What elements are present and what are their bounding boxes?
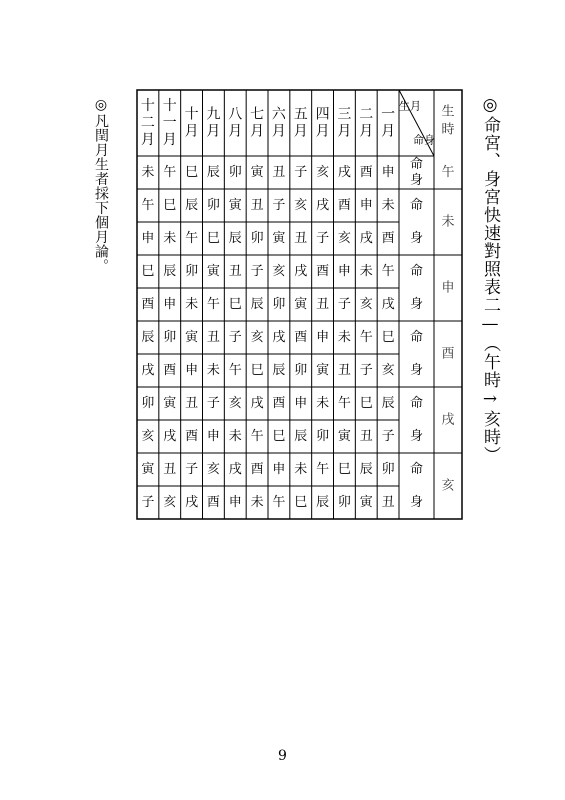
table-cell: 辰 bbox=[381, 396, 395, 411]
table-cell: 子 bbox=[294, 165, 308, 180]
table-cell: 卯 bbox=[381, 462, 395, 477]
hour-col-header-char: 生 bbox=[441, 104, 455, 120]
table-cell: 丑 bbox=[337, 363, 351, 378]
table-cell: 辰 bbox=[294, 429, 308, 444]
table-cell: 未 bbox=[141, 165, 155, 180]
table-cell: 戌 bbox=[272, 330, 286, 345]
table-cell: 戌 bbox=[185, 495, 199, 510]
table-cell: 寅 bbox=[337, 429, 351, 444]
hour-label-4: 酉 bbox=[441, 346, 455, 362]
table-cell: 戌 bbox=[359, 231, 373, 246]
table-cell: 申 bbox=[359, 198, 373, 213]
row-label: 命 bbox=[409, 198, 424, 213]
month-label-5: 月 bbox=[293, 123, 308, 140]
table-cell: 未 bbox=[185, 297, 199, 312]
table-cell: 亥 bbox=[359, 297, 373, 312]
month-label-9: 九 bbox=[206, 106, 221, 123]
table-cell: 卯 bbox=[141, 396, 155, 411]
table-cell: 丑 bbox=[250, 198, 264, 213]
row-label: 身 bbox=[409, 363, 424, 378]
table-cell: 卯 bbox=[272, 297, 286, 312]
table-cell: 戌 bbox=[294, 264, 308, 279]
table-cell: 戌 bbox=[141, 363, 155, 378]
table-cell: 辰 bbox=[185, 198, 199, 213]
table-cell: 亥 bbox=[141, 429, 155, 444]
row-label: 命 bbox=[409, 330, 424, 345]
month-label-3: 月 bbox=[337, 123, 352, 140]
table-cell: 寅 bbox=[185, 330, 199, 345]
table-cell: 辰 bbox=[272, 363, 286, 378]
table-cell: 子 bbox=[272, 198, 286, 213]
table-cell: 卯 bbox=[206, 198, 220, 213]
table-cell: 寅 bbox=[206, 264, 220, 279]
table-cell: 巳 bbox=[272, 429, 286, 444]
row-label: 命 bbox=[409, 462, 424, 477]
page-title: ◎命宮、身宮快速對照表二—（午時→亥時） bbox=[480, 95, 500, 464]
table-cell: 巳 bbox=[163, 198, 177, 213]
table-cell: 申 bbox=[185, 363, 199, 378]
table-cell: 巳 bbox=[228, 297, 242, 312]
table-cell: 午 bbox=[206, 297, 220, 312]
table-cell: 丑 bbox=[381, 495, 395, 510]
table-cell: 卯 bbox=[250, 231, 264, 246]
table-cell: 寅 bbox=[316, 363, 330, 378]
table-cell: 巳 bbox=[381, 330, 395, 345]
row-label: 身 bbox=[409, 297, 424, 312]
table-cell: 亥 bbox=[294, 198, 308, 213]
table-cell: 酉 bbox=[185, 429, 199, 444]
table-cell: 卯 bbox=[294, 363, 308, 378]
table-cell: 卯 bbox=[316, 429, 330, 444]
month-label-12: 月 bbox=[140, 132, 155, 148]
table-cell: 子 bbox=[228, 330, 242, 345]
table-cell: 巳 bbox=[250, 363, 264, 378]
table-cell: 卯 bbox=[185, 264, 199, 279]
table-cell: 戌 bbox=[381, 297, 395, 312]
table-cell: 子 bbox=[141, 495, 155, 510]
table-cell: 未 bbox=[316, 396, 330, 411]
table-cell: 辰 bbox=[141, 330, 155, 345]
table-cell: 午 bbox=[163, 165, 177, 180]
month-label-1: 一 bbox=[381, 106, 396, 123]
table-cell: 巳 bbox=[294, 495, 308, 510]
table-cell: 巳 bbox=[206, 231, 220, 246]
table-cell: 未 bbox=[206, 363, 220, 378]
table-cell: 丑 bbox=[359, 429, 373, 444]
month-label-10: 十 bbox=[184, 106, 199, 123]
table-cell: 丑 bbox=[272, 165, 286, 180]
table-cell: 未 bbox=[228, 429, 242, 444]
table-cell: 午 bbox=[185, 231, 199, 246]
table-cell: 亥 bbox=[272, 264, 286, 279]
table-cell: 亥 bbox=[316, 165, 330, 180]
table-cell: 未 bbox=[381, 198, 395, 213]
month-label-8: 月 bbox=[228, 123, 243, 140]
table-cell: 未 bbox=[359, 264, 373, 279]
hour-label-1: 午 bbox=[441, 165, 455, 180]
month-label-8: 八 bbox=[228, 106, 243, 123]
hour-label-3: 申 bbox=[441, 280, 455, 296]
table-cell: 辰 bbox=[316, 495, 330, 510]
hour-label-5: 戌 bbox=[441, 412, 455, 428]
month-label-9: 月 bbox=[206, 123, 221, 140]
table-cell: 寅 bbox=[272, 231, 286, 246]
table-cell: 丑 bbox=[163, 462, 177, 477]
month-label-6: 月 bbox=[271, 123, 286, 140]
row-label: 身 bbox=[409, 231, 424, 246]
month-label-2: 月 bbox=[359, 123, 374, 140]
table-cell: 亥 bbox=[381, 363, 395, 378]
row-label: 命 bbox=[409, 396, 424, 411]
row-label-ming: 命 bbox=[409, 157, 424, 172]
table-cell: 午 bbox=[228, 363, 242, 378]
month-label-10: 月 bbox=[184, 123, 199, 140]
table-cell: 辰 bbox=[228, 231, 242, 246]
table-cell: 亥 bbox=[163, 495, 177, 510]
row-label: 身 bbox=[409, 495, 424, 510]
corner-bottom-label: 命身 bbox=[413, 133, 435, 147]
month-label-7: 七 bbox=[250, 106, 265, 123]
table-cell: 辰 bbox=[250, 297, 264, 312]
table-cell: 申 bbox=[272, 462, 286, 477]
table-cell: 酉 bbox=[163, 363, 177, 378]
table-cell: 申 bbox=[206, 429, 220, 444]
table-cell: 酉 bbox=[359, 165, 373, 180]
corner-top-label: 生月 bbox=[399, 99, 421, 113]
table-cell: 未 bbox=[250, 495, 264, 510]
table-cell: 酉 bbox=[381, 231, 395, 246]
table-cell: 卯 bbox=[163, 330, 177, 345]
table-cell: 酉 bbox=[250, 462, 264, 477]
table-cell: 戌 bbox=[250, 396, 264, 411]
table-cell: 酉 bbox=[337, 198, 351, 213]
table-cell: 亥 bbox=[250, 330, 264, 345]
table-cell: 寅 bbox=[250, 165, 264, 180]
month-label-3: 三 bbox=[337, 106, 352, 123]
month-label-11: 一 bbox=[162, 115, 177, 131]
table-cell: 午 bbox=[272, 495, 286, 510]
month-label-12: 二 bbox=[140, 115, 155, 131]
table-cell: 子 bbox=[250, 264, 264, 279]
table-cell: 申 bbox=[381, 165, 395, 180]
table-cell: 午 bbox=[359, 330, 373, 345]
table-cell: 午 bbox=[337, 396, 351, 411]
table-cell: 申 bbox=[141, 231, 155, 246]
table-cell: 子 bbox=[206, 396, 220, 411]
table-cell: 申 bbox=[163, 297, 177, 312]
table-cell: 申 bbox=[294, 396, 308, 411]
month-label-6: 六 bbox=[271, 106, 286, 123]
page-number: 9 bbox=[278, 748, 287, 764]
table-cell: 辰 bbox=[359, 462, 373, 477]
table-cell: 酉 bbox=[272, 396, 286, 411]
table-cell: 寅 bbox=[141, 462, 155, 477]
table-cell: 寅 bbox=[359, 495, 373, 510]
table-cell: 丑 bbox=[316, 297, 330, 312]
hour-label-6: 亥 bbox=[441, 478, 455, 494]
table-cell: 辰 bbox=[163, 264, 177, 279]
table-cell: 巳 bbox=[141, 264, 155, 279]
hour-col-header-char: 時 bbox=[441, 122, 455, 138]
table-cell: 巳 bbox=[337, 462, 351, 477]
table-cell: 子 bbox=[359, 363, 373, 378]
table-cell: 戌 bbox=[163, 429, 177, 444]
table-cell: 子 bbox=[381, 429, 395, 444]
month-label-4: 月 bbox=[315, 123, 330, 140]
row-label: 命 bbox=[409, 264, 424, 279]
table-cell: 亥 bbox=[206, 462, 220, 477]
table-cell: 卯 bbox=[228, 165, 242, 180]
table-cell: 午 bbox=[250, 429, 264, 444]
month-label-12: 十 bbox=[140, 98, 155, 114]
table-cell: 寅 bbox=[163, 396, 177, 411]
table-cell: 戌 bbox=[228, 462, 242, 477]
month-label-5: 五 bbox=[293, 106, 308, 123]
table-cell: 未 bbox=[294, 462, 308, 477]
table-cell: 子 bbox=[185, 462, 199, 477]
hour-label-2: 未 bbox=[441, 214, 455, 230]
table-cell: 巳 bbox=[185, 165, 199, 180]
table-cell: 酉 bbox=[294, 330, 308, 345]
table-cell: 戌 bbox=[316, 198, 330, 213]
table-cell: 酉 bbox=[141, 297, 155, 312]
month-label-11: 十 bbox=[162, 98, 177, 114]
table-cell: 子 bbox=[337, 297, 351, 312]
table-cell: 丑 bbox=[185, 396, 199, 411]
month-label-7: 月 bbox=[250, 123, 265, 140]
table-cell: 未 bbox=[163, 231, 177, 246]
table-cell: 卯 bbox=[337, 495, 351, 510]
table-cell: 申 bbox=[337, 264, 351, 279]
month-label-4: 四 bbox=[315, 106, 330, 123]
table-cell: 寅 bbox=[228, 198, 242, 213]
table-cell: 亥 bbox=[228, 396, 242, 411]
month-label-2: 二 bbox=[359, 106, 374, 123]
table-cell: 丑 bbox=[228, 264, 242, 279]
table-cell: 丑 bbox=[294, 231, 308, 246]
table-cell: 申 bbox=[228, 495, 242, 510]
table-cell: 戌 bbox=[337, 165, 351, 180]
table-cell: 午 bbox=[141, 198, 155, 213]
table-cell: 巳 bbox=[359, 396, 373, 411]
leap-month-note: ◎凡閏月生者採下個月論。 bbox=[93, 97, 109, 273]
month-label-1: 月 bbox=[381, 123, 396, 140]
row-label: 身 bbox=[409, 429, 424, 444]
table-cell: 子 bbox=[316, 231, 330, 246]
table-cell: 未 bbox=[337, 330, 351, 345]
table-cell: 寅 bbox=[294, 297, 308, 312]
table-cell: 申 bbox=[316, 330, 330, 345]
table-cell: 辰 bbox=[206, 165, 220, 180]
table-cell: 亥 bbox=[337, 231, 351, 246]
table-cell: 午 bbox=[381, 264, 395, 279]
table-cell: 丑 bbox=[206, 330, 220, 345]
table-cell: 酉 bbox=[206, 495, 220, 510]
table-cell: 午 bbox=[316, 462, 330, 477]
row-label-shen: 身 bbox=[409, 173, 424, 188]
month-label-11: 月 bbox=[162, 132, 177, 148]
table-cell: 酉 bbox=[316, 264, 330, 279]
